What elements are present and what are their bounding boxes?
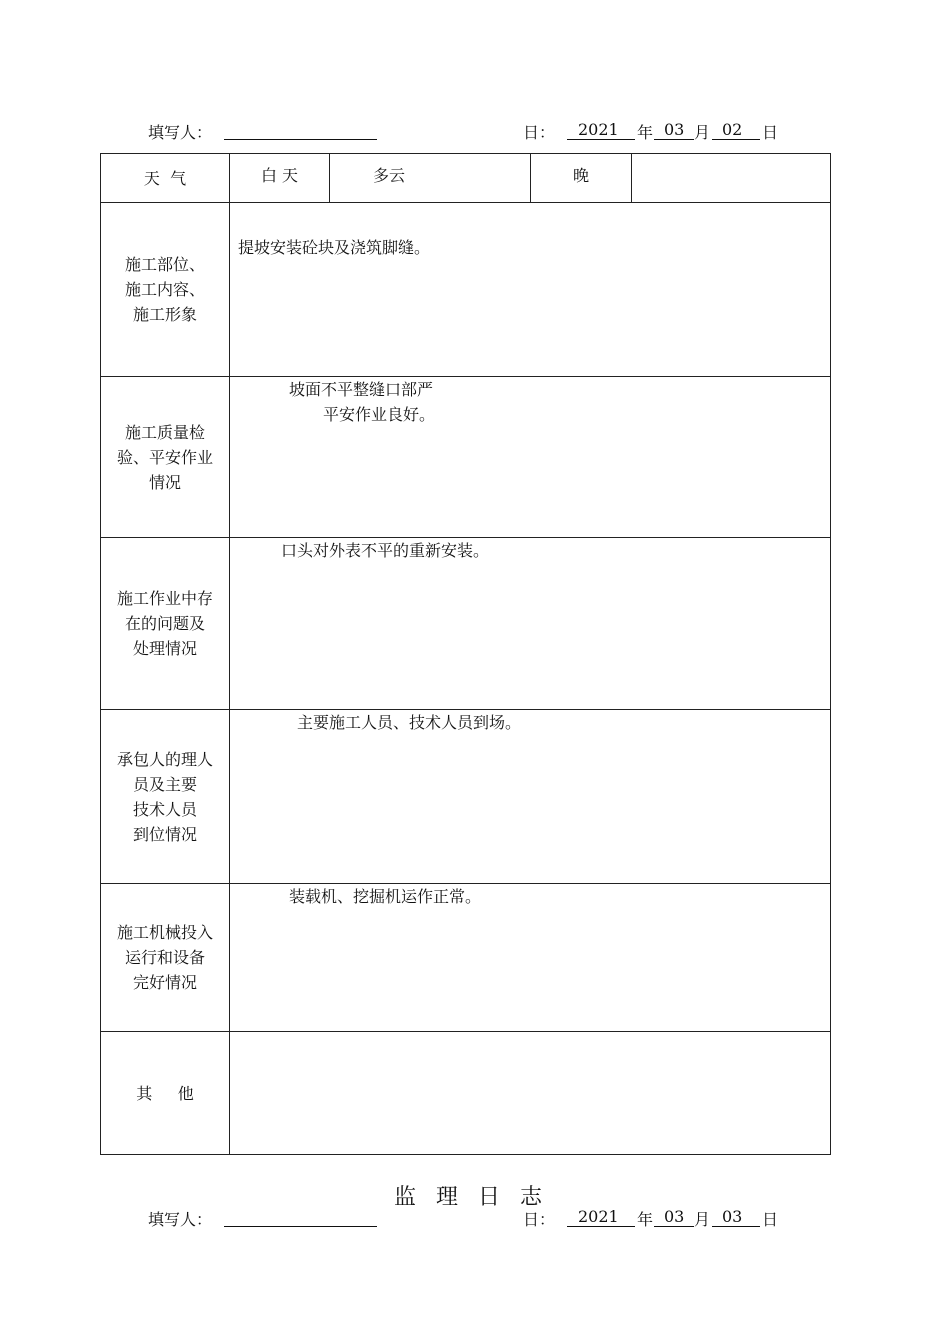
- weather-label: 天 气: [143, 168, 187, 188]
- safety-content-line[interactable]: 平安作业良好。: [323, 405, 436, 424]
- day-value[interactable]: 02: [722, 120, 743, 139]
- date-label: 日：: [523, 123, 556, 142]
- filler-label: 填写人：: [148, 1210, 213, 1229]
- label-line: 技术人员: [132, 799, 197, 819]
- weather-day-label: 白 天: [260, 166, 299, 185]
- month-unit: 月: [694, 123, 711, 142]
- month-unit: 月: [694, 1210, 711, 1229]
- day-unit: 日: [762, 123, 779, 142]
- label-line: 情况: [148, 472, 181, 492]
- label-line: 施工质量检: [124, 422, 205, 442]
- construction-part-label: [100, 203, 230, 376]
- year-value[interactable]: 2021: [578, 1207, 619, 1226]
- problems-label: [100, 538, 230, 709]
- date-label: 日：: [523, 1210, 556, 1229]
- label-line: 在的问题及: [124, 614, 205, 633]
- construction-part-content[interactable]: 提坡安装砼块及浇筑脚缝。: [238, 238, 431, 257]
- day-unit: 日: [762, 1210, 779, 1229]
- label-line: 到位情况: [132, 824, 197, 844]
- label-line: 员及主要: [132, 774, 197, 794]
- label-line: 完好情况: [132, 973, 197, 992]
- label-line: 处理情况: [132, 639, 197, 658]
- label-line: 施工内容、: [124, 280, 205, 299]
- table-border-right: [830, 153, 831, 1154]
- quality-safety-label: [100, 377, 230, 537]
- weather-label-cell: [100, 154, 230, 202]
- month-value[interactable]: 03: [664, 1207, 685, 1226]
- label-line: 其 他: [136, 1083, 194, 1103]
- year-value[interactable]: 2021: [578, 120, 619, 139]
- quality-content-line[interactable]: 坡面不平整缝口部严: [289, 380, 434, 399]
- other-label: [100, 1032, 230, 1154]
- table-border-bottom: [100, 1154, 831, 1155]
- other-content[interactable]: [232, 1034, 828, 1152]
- label-line: 运行和设备: [124, 948, 205, 967]
- weather-day-value[interactable]: 多云: [373, 166, 406, 185]
- label-line: 施工机械投入: [116, 923, 213, 942]
- month-value[interactable]: 03: [664, 120, 685, 139]
- label-line: 施工作业中存: [116, 589, 213, 608]
- filler-label: 填写人：: [148, 123, 213, 142]
- filler-blank[interactable]: [224, 138, 377, 140]
- weather-night-value[interactable]: [632, 163, 830, 193]
- personnel-content[interactable]: 主要施工人员、技术人员到场。: [297, 713, 522, 732]
- problems-content[interactable]: 口头对外表不平的重新安装。: [281, 541, 490, 560]
- label-line: 施工形象: [132, 305, 197, 324]
- filler-blank[interactable]: [224, 1225, 377, 1227]
- year-unit: 年: [637, 1210, 654, 1229]
- machinery-content[interactable]: 装载机、挖掘机运作正常。: [289, 887, 482, 906]
- label-line: 承包人的理人: [116, 749, 213, 769]
- machinery-label: [100, 884, 230, 1031]
- weather-divider: [329, 153, 330, 202]
- weather-night-label: 晚: [572, 166, 589, 185]
- personnel-label: [100, 710, 230, 883]
- day-value[interactable]: 03: [722, 1207, 743, 1226]
- year-unit: 年: [637, 123, 654, 142]
- label-line: 施工部位、: [124, 255, 205, 274]
- label-line: 验、平安作业: [116, 447, 213, 467]
- page-title: 监 理 日 志: [394, 1185, 544, 1210]
